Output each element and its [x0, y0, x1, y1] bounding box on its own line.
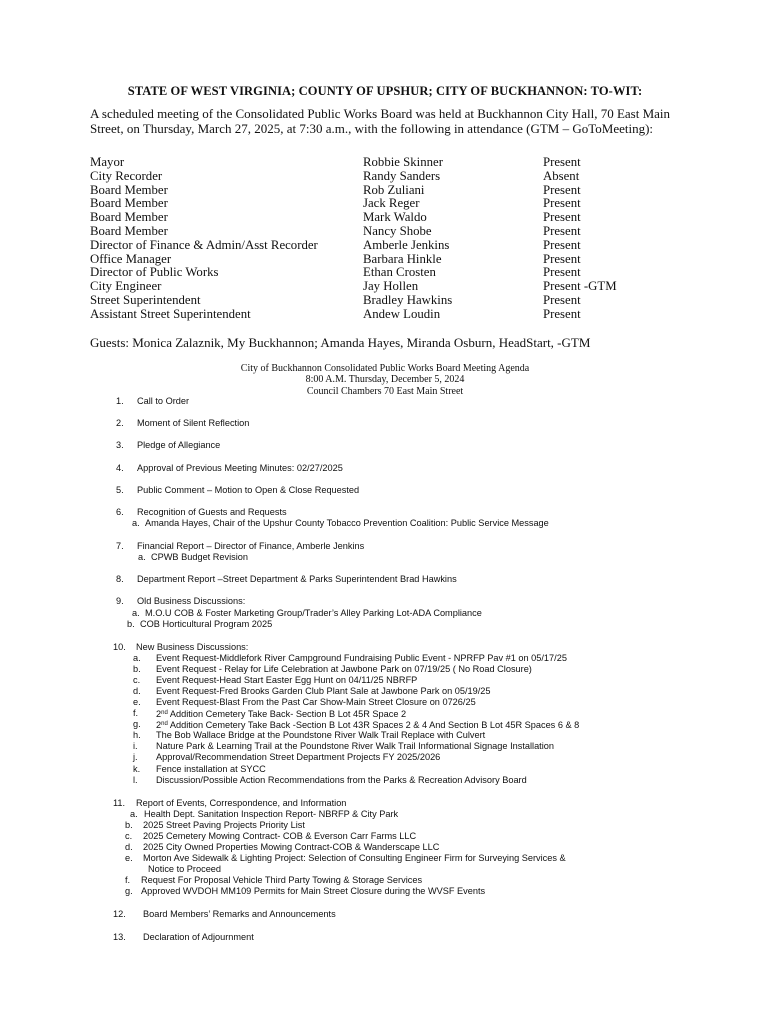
attendance-role: City Recorder [90, 168, 163, 183]
attendance-row [90, 211, 690, 225]
subitem-text: M.O.U COB & Foster Marketing Group/Trader’s Alley Parking Lot-ADA Compliance [145, 608, 482, 618]
agenda-item [116, 396, 190, 407]
attendance-row [90, 156, 690, 170]
subitem-letter: f. [133, 708, 139, 718]
subitem-letter: c. [125, 831, 133, 841]
agenda-item [116, 507, 287, 518]
attendance-status: Present [543, 196, 581, 211]
subitem-text: Approval/Recommendation Street Department Projects FY 2025/2026 [156, 752, 441, 762]
subitem-text: Event Request-Middlefork River Campground Fundraising Public Event - NPRFP Pav #1 on 05/17/25 [156, 653, 567, 663]
attendance-role: City Engineer [90, 279, 162, 294]
subitem-text: Amanda Hayes, Chair of the Upshur County Tobacco Prevention Coalition: Public Service Message [145, 518, 549, 528]
item-number: 11. [113, 798, 126, 808]
attendance-status: Absent [543, 168, 580, 183]
item-number: 1. [116, 396, 124, 406]
item-number: 9. [116, 596, 124, 606]
attendance-status: Present -GTM [543, 279, 617, 294]
subitem-letter: e. [125, 853, 133, 863]
subitem-letter: c. [133, 675, 141, 685]
subitem-letter: b. [127, 619, 135, 629]
attendance-role: Board Member [90, 196, 168, 211]
attendance-status: Present [543, 210, 581, 225]
attendance-status: Present [543, 223, 581, 238]
attendance-row [90, 197, 690, 211]
item-text: Report of Events, Correspondence, and Information [136, 798, 347, 808]
subitem-letter: b. [133, 664, 141, 674]
attendance-row [90, 225, 690, 239]
subitem-letter: d. [125, 842, 133, 852]
agenda-subitem [133, 741, 554, 752]
subitem-text-rest: Addition Cemetery Take Back -Section B Lot 43R Spaces 2 & 4 And Section B Lot 45R Spaces 6 & 8 [167, 720, 580, 730]
attendance-name: Jay Hollen [363, 279, 419, 294]
agenda-subitem [133, 686, 491, 697]
subitem-text: Discussion/Possible Action Recommendations from the Parks & Recreation Advisory Board [156, 775, 527, 785]
subitem-text: 2025 Street Paving Projects Priority List [143, 820, 305, 830]
attendance-role: Director of Finance & Admin/Asst Recorder [90, 237, 318, 252]
agenda-subitem [133, 752, 441, 763]
agenda-subitem [130, 809, 399, 820]
item-number: 5. [116, 485, 124, 495]
agenda-location: Council Chambers 70 East Main Street [306, 385, 464, 397]
subitem-text: Request For Proposal Vehicle Third Party Towing & Storage Services [141, 875, 423, 885]
attendance-name: Randy Sanders [363, 168, 441, 183]
ordinal-suffix: nd [161, 710, 168, 716]
attendance-row [90, 294, 690, 308]
agenda-subitem [133, 708, 407, 719]
item-number: 4. [116, 463, 124, 473]
agenda-subitem [133, 775, 527, 786]
item-text: Board Members’ Remarks and Announcements [143, 909, 336, 919]
subitem-text: Event Request-Head Start Easter Egg Hunt on 04/11/25 NBRFP [156, 675, 418, 685]
agenda-subitem [125, 886, 486, 897]
attendance-row [90, 308, 690, 322]
subitem-letter: d. [133, 686, 141, 696]
agenda-subitem [138, 552, 249, 563]
agenda-datetime: 8:00 A.M. Thursday, December 5, 2024 [305, 374, 465, 386]
subitem-text: Approved WVDOH MM109 Permits for Main Street Closure during the WVSF Events [141, 886, 486, 896]
subitem-text-rest: Addition Cemetery Take Back- Section B Lot 45R Space 2 [167, 709, 407, 719]
subitem-letter: h. [133, 730, 141, 740]
agenda-item [113, 798, 347, 809]
agenda-subitem [133, 653, 567, 664]
agenda-subitem [133, 719, 580, 730]
agenda-item [116, 574, 457, 585]
subitem-text: Morton Ave Sidewalk & Lighting Project: Selection of Consulting Engineer Firm for Surveying Services & [143, 853, 566, 863]
agenda-item [116, 485, 360, 496]
item-number: 6. [116, 507, 124, 517]
attendance-row [90, 280, 690, 294]
agenda-subitem [133, 730, 486, 741]
attendance-row [90, 170, 690, 184]
subitem-text: 2025 Cemetery Mowing Contract- COB & Everson Carr Farms LLC [143, 831, 417, 841]
agenda-item [116, 541, 365, 552]
subitem-letter: g. [133, 719, 141, 729]
agenda-subitem [125, 831, 417, 842]
subitem-text: 2025 City Owned Properties Mowing Contract-COB & Wanderscape LLC [143, 842, 440, 852]
document-heading: STATE OF WEST VIRGINIA; COUNTY OF UPSHUR; CITY OF BUCKHANNON: TO-WIT: [127, 84, 643, 98]
attendance-row [90, 253, 690, 267]
attendance-name: Ethan Crosten [363, 265, 436, 280]
subitem-letter: a. [132, 608, 140, 618]
subitem-text: CPWB Budget Revision [151, 552, 249, 562]
attendance-role: Board Member [90, 223, 168, 238]
agenda-item [116, 463, 343, 474]
agenda-subitem [133, 697, 476, 708]
ordinal-suffix: nd [161, 721, 168, 727]
intro-paragraph: A scheduled meeting of the Consolidated Public Works Board was held at Buckhannon City Hall, 70 East Main Street, on Thursday, March 27, 2025, at 7:30 a.m., with the following in attendance (GTM – GoToMeeting): [90, 106, 671, 136]
agenda-subitem-continuation: Notice to Proceed [148, 864, 222, 874]
item-text: Pledge of Allegiance [137, 440, 221, 450]
item-number: 8. [116, 574, 124, 584]
subitem-letter: g. [125, 886, 133, 896]
attendance-name: Bradley Hawkins [363, 292, 453, 307]
attendance-name: Nancy Shobe [363, 223, 432, 238]
agenda-item [116, 418, 250, 429]
subitem-letter: a. [133, 653, 141, 663]
attendance-role: Office Manager [90, 251, 172, 266]
agenda-item [113, 932, 254, 943]
item-text: Recognition of Guests and Requests [137, 507, 287, 517]
attendance-status: Present [543, 265, 581, 280]
attendance-row [90, 266, 690, 280]
agenda-subitem [125, 853, 566, 864]
agenda-subitem [132, 608, 482, 619]
attendance-role: Assistant Street Superintendent [90, 306, 251, 321]
subitem-text: COB Horticultural Program 2025 [140, 619, 273, 629]
agenda-item [113, 909, 336, 920]
attendance-status: Present [543, 155, 581, 169]
item-text: Department Report –Street Department & Parks Superintendent Brad Hawkins [137, 574, 457, 584]
attendance-name: Mark Waldo [363, 210, 427, 225]
agenda-subitem [133, 675, 418, 686]
attendance-status: Present [543, 306, 581, 321]
item-text: Declaration of Adjournment [143, 932, 254, 942]
subitem-letter: a. [130, 809, 138, 819]
item-text: Moment of Silent Reflection [137, 418, 250, 428]
subitem-letter: f. [125, 875, 131, 885]
attendance-name: Amberle Jenkins [363, 237, 450, 252]
attendance-role: Mayor [90, 155, 125, 169]
item-number: 12. [113, 909, 126, 919]
guests-line: Guests: Monica Zalaznik, My Buckhannon; Amanda Hayes, Miranda Osburn, HeadStart, -GTM [90, 335, 591, 350]
item-text: Financial Report – Director of Finance, Amberle Jenkins [137, 541, 365, 551]
agenda-subitem [125, 842, 440, 853]
attendance-name: Andew Loudin [363, 306, 441, 321]
item-text: Old Business Discussions: [137, 596, 246, 606]
agenda-subitem [133, 664, 532, 675]
subitem-text: Health Dept. Sanitation Inspection Report- NBRFP & City Park [144, 809, 399, 819]
attendance-status: Present [543, 292, 581, 307]
subitem-letter: a. [138, 552, 146, 562]
attendance-row [90, 239, 690, 253]
agenda-item [116, 440, 221, 451]
subitem-letter: j. [133, 752, 138, 762]
attendance-status: Present [543, 182, 581, 197]
attendance-status: Present [543, 237, 581, 252]
agenda-header [0, 363, 770, 397]
subitem-letter: b. [125, 820, 133, 830]
attendance-row [90, 184, 690, 198]
agenda-subitem [127, 619, 273, 630]
attendance-role: Director of Public Works [90, 265, 219, 280]
attendance-table [90, 156, 690, 322]
subitem-letter: k. [133, 764, 141, 774]
subitem-text: Event Request-Fred Brooks Garden Club Plant Sale at Jawbone Park on 05/19/25 [156, 686, 491, 696]
agenda-subitem [133, 764, 266, 775]
item-text: Approval of Previous Meeting Minutes: 02/27/2025 [137, 463, 343, 473]
agenda-title: City of Buckhannon Consolidated Public Works Board Meeting Agenda [240, 363, 530, 374]
attendance-status: Present [543, 251, 581, 266]
subitem-letter: l. [133, 775, 138, 785]
item-number: 2. [116, 418, 124, 428]
subitem-letter: i. [133, 741, 138, 751]
attendance-role: Street Superintendent [90, 292, 201, 307]
agenda-item [116, 596, 246, 607]
attendance-name: Rob Zuliani [363, 182, 425, 197]
subitem-text: The Bob Wallace Bridge at the Poundstone River Walk Trail Replace with Culvert [156, 730, 486, 740]
agenda-subitem [125, 820, 305, 831]
agenda-item [113, 642, 249, 653]
item-number: 3. [116, 440, 124, 450]
item-text: Call to Order [137, 396, 190, 406]
attendance-name: Barbara Hinkle [363, 251, 442, 266]
item-text: Public Comment – Motion to Open & Close Requested [137, 485, 360, 495]
subitem-text: Fence installation at SYCC [156, 764, 266, 774]
subitem-letter: e. [133, 697, 141, 707]
item-text: New Business Discussions: [136, 642, 249, 652]
subitem-text: Nature Park & Learning Trail at the Poundstone River Walk Trail Informational Signage Installation [156, 741, 554, 751]
ordinal-number: 2 [156, 720, 162, 730]
agenda-subitem [132, 518, 549, 529]
agenda-subitem [125, 875, 423, 886]
item-number: 7. [116, 541, 124, 551]
item-number: 10. [113, 642, 126, 652]
attendance-role: Board Member [90, 182, 168, 197]
subitem-letter: a. [132, 518, 140, 528]
ordinal-number: 2 [156, 709, 162, 719]
attendance-role: Board Member [90, 210, 168, 225]
attendance-name: Jack Reger [363, 196, 420, 211]
subitem-text: Event Request-Blast From the Past Car Show-Main Street Closure on 0726/25 [156, 697, 476, 707]
subitem-text: Event Request - Relay for Life Celebration at Jawbone Park on 07/19/25 ( No Road Closure) [156, 664, 532, 674]
item-number: 13. [113, 932, 126, 942]
attendance-name: Robbie Skinner [363, 155, 443, 169]
